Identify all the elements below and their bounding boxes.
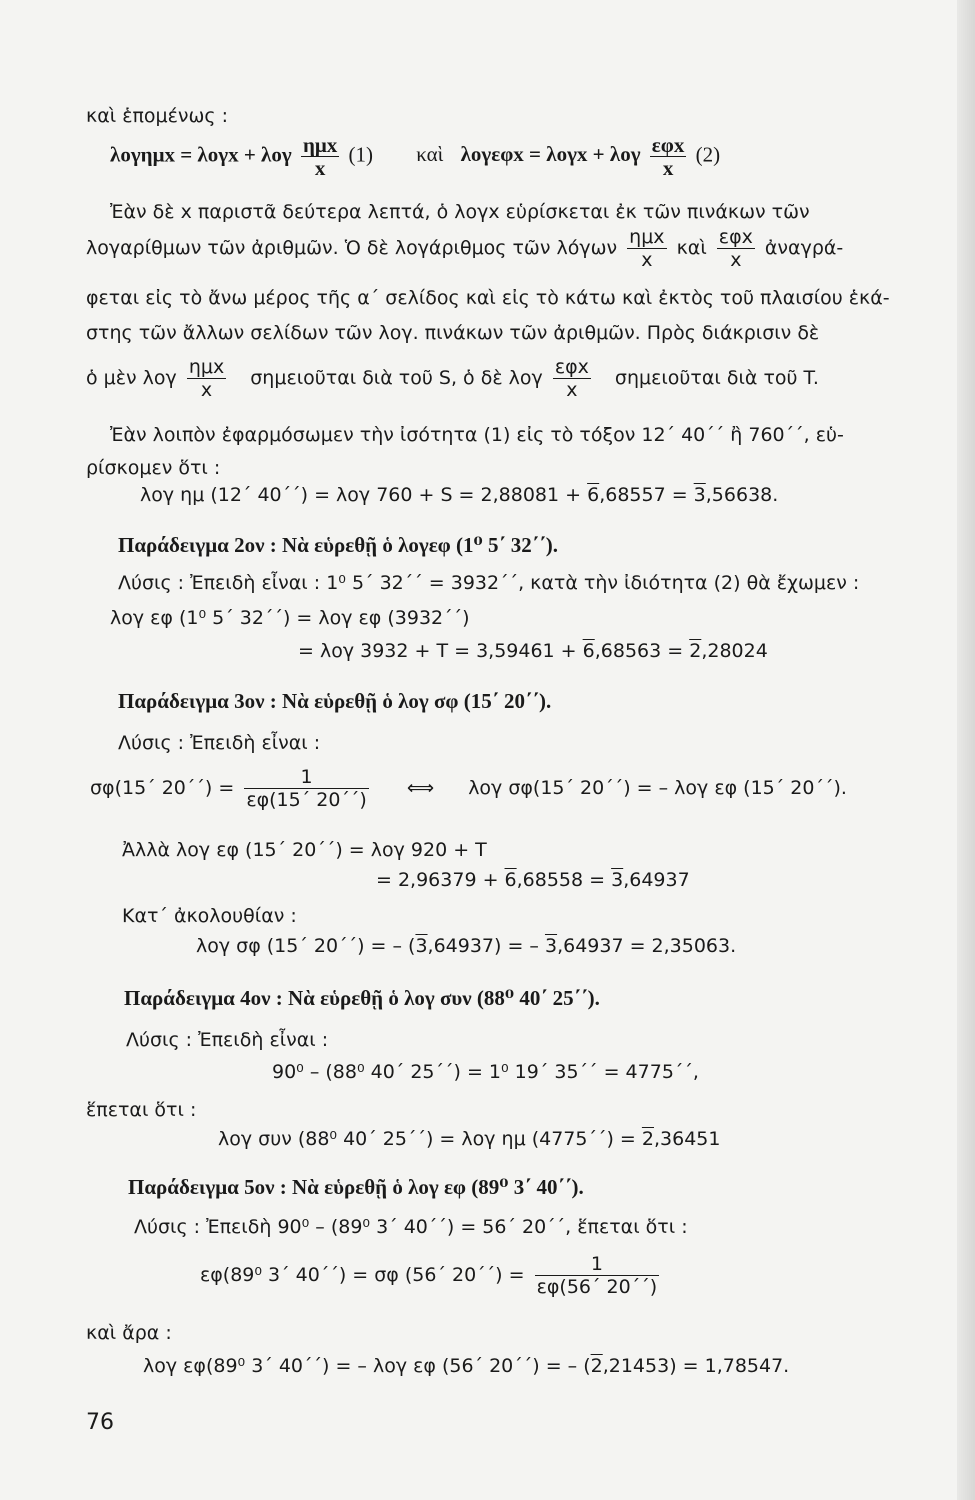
formula-text: λογεφx = λογx + λογ	[460, 142, 641, 167]
fraction: $\frac{\text{εφx}}{x}$	[651, 133, 685, 180]
example-heading: Παράδειγμα 5ον : Νὰ εὑρεθῇ ὁ λογ εφ (89⁰ 3΄ 40΄΄).	[128, 1175, 584, 1199]
equation-line: 90⁰ – (88⁰ 40΄ 25΄΄) = 1⁰ 19΄ 35΄΄ = 4775΄΄,	[272, 1061, 699, 1083]
text-line: καὶ ἑπομένως :	[86, 105, 228, 127]
solution-line: Λύσις : Ἐπειδὴ εἶναι :	[118, 732, 321, 754]
fraction: $\frac{\text{εφx}}{x}$	[718, 226, 753, 271]
solution-line: Λύσις : Ἐπειδὴ εἶναι :	[126, 1029, 329, 1051]
equation-line: σφ(15΄ 20΄΄) = $\frac{1}{\varepsilon\varphi(15΄ 20΄΄)}$ ⟺ λογ σφ(15΄ 20΄΄) = – λογ εφ (15΄ 20΄΄).	[90, 766, 847, 811]
conjunction: καὶ	[416, 142, 444, 167]
equation-line: λογ συν (88⁰ 40΄ 25΄΄) = λογ ημ (4775΄΄) = 2,36451	[218, 1128, 721, 1150]
equation-line: = λογ 3932 + T = 3,59461 + 6,68563 = 2,28024	[298, 640, 768, 662]
text-line: Ἐὰν δὲ x παριστᾶ δεύτερα λεπτά, ὁ λογx εὑρίσκεται ἐκ τῶν πινάκων τῶν	[110, 201, 810, 223]
equation-number: (2)	[695, 142, 721, 167]
fraction: $\frac{\text{ημx}}{x}$	[188, 356, 225, 401]
page-number: 76	[86, 1410, 114, 1435]
example-heading: Παράδειγμα 3ον : Νὰ εὑρεθῇ ὁ λογ σφ (15΄ 20΄΄).	[118, 689, 552, 713]
text-line: Κατ΄ ἀκολουθίαν :	[122, 905, 297, 927]
text-line: ἕπεται ὅτι :	[86, 1099, 197, 1121]
solution-line: Λύσις : Ἐπειδὴ 90⁰ – (89⁰ 3΄ 40΄΄) = 56΄ 20΄΄, ἕπεται ὅτι :	[134, 1216, 688, 1238]
fraction: $\frac{1}{\varepsilon\varphi(56΄ 20΄΄)}$	[536, 1253, 658, 1298]
text-line: φεται εἰς τὸ ἄνω μέρος τῆς α΄ σελίδος καὶ εἰς τὸ κάτω καὶ ἐκτὸς τοῦ πλαισίου ἑκά-	[86, 287, 890, 309]
page-edge-shadow	[957, 0, 975, 1500]
fraction: $\frac{\text{ημx}}{x}$	[302, 133, 338, 180]
text-line: ὁ μὲν λογ $\frac{\text{ημx}}{x}$ σημειοῦται διὰ τοῦ S, ὁ δὲ λογ $\frac{\text{εφx}}{x}$ σημειοῦται διὰ τοῦ T.	[86, 356, 819, 401]
fraction: $\frac{1}{\varepsilon\varphi(15΄ 20΄΄)}$	[246, 766, 367, 811]
equation-line: λογ εφ (1⁰ 5΄ 32΄΄) = λογ εφ (3932΄΄)	[110, 607, 470, 629]
equation-line: = 2,96379 + 6,68558 = 3,64937	[376, 869, 690, 891]
text-line: λογαρίθμων τῶν ἀριθμῶν. Ὁ δὲ λογάριθμος τῶν λόγων $\frac{\text{ημx}}{x}$ καὶ $\frac{\text{εφx}}{x}$ ἀναγρά-	[86, 226, 844, 271]
example-heading: Παράδειγμα 2ον : Νὰ εὑρεθῇ ὁ λογεφ (1⁰ 5΄ 32΄΄).	[118, 533, 558, 557]
formula-text: λογημx = λογx + λογ	[110, 142, 292, 167]
fraction: $\frac{\text{ημx}}{x}$	[629, 226, 665, 271]
text-line: Ἐὰν λοιπὸν ἐφαρμόσωμεν τὴν ἰσότητα (1) εἰς τὸ τόξον 12΄ 40΄΄ ἢ 760΄΄, εὑ-	[110, 424, 844, 446]
text-line: στης τῶν ἄλλων σελίδων τῶν λογ. πινάκων τῶν ἀριθμῶν. Πρὸς διάκρισιν δὲ	[86, 322, 820, 344]
equivalence-arrow: ⟺	[406, 777, 435, 799]
equation-line: εφ(89⁰ 3΄ 40΄΄) = σφ (56΄ 20΄΄) = $\frac{1}{\varepsilon\varphi(56΄ 20΄΄)}$	[200, 1253, 658, 1298]
solution-line: Λύσις : Ἐπειδὴ εἶναι : 1⁰ 5΄ 32΄΄ = 3932΄΄, κατὰ τὴν ἰδιότητα (2) θὰ ἔχωμεν :	[118, 572, 860, 594]
equation-line: λογ σφ (15΄ 20΄΄) = – (3,64937) = – 3,64937 = 2,35063.	[196, 935, 737, 957]
equation-number: (1)	[348, 142, 374, 167]
equation-line: λογ εφ(89⁰ 3΄ 40΄΄) = – λογ εφ (56΄ 20΄΄) = – (2,21453) = 1,78547.	[143, 1355, 790, 1377]
text-line: καὶ ἄρα :	[86, 1322, 172, 1344]
text-line: ρίσκομεν ὅτι :	[86, 457, 221, 479]
example-heading: Παράδειγμα 4ον : Νὰ εὑρεθῇ ὁ λογ συν (88⁰ 40΄ 25΄΄).	[124, 986, 600, 1010]
equation-line: Ἀλλὰ λογ εφ (15΄ 20΄΄) = λογ 920 + T	[122, 839, 487, 861]
fraction: $\frac{\text{εφx}}{x}$	[554, 356, 589, 401]
equation-line: λογ ημ (12΄ 40΄΄) = λογ 760 + S = 2,88081 + 6,68557 = 3,56638.	[140, 484, 779, 506]
formula-line	[110, 134, 720, 179]
